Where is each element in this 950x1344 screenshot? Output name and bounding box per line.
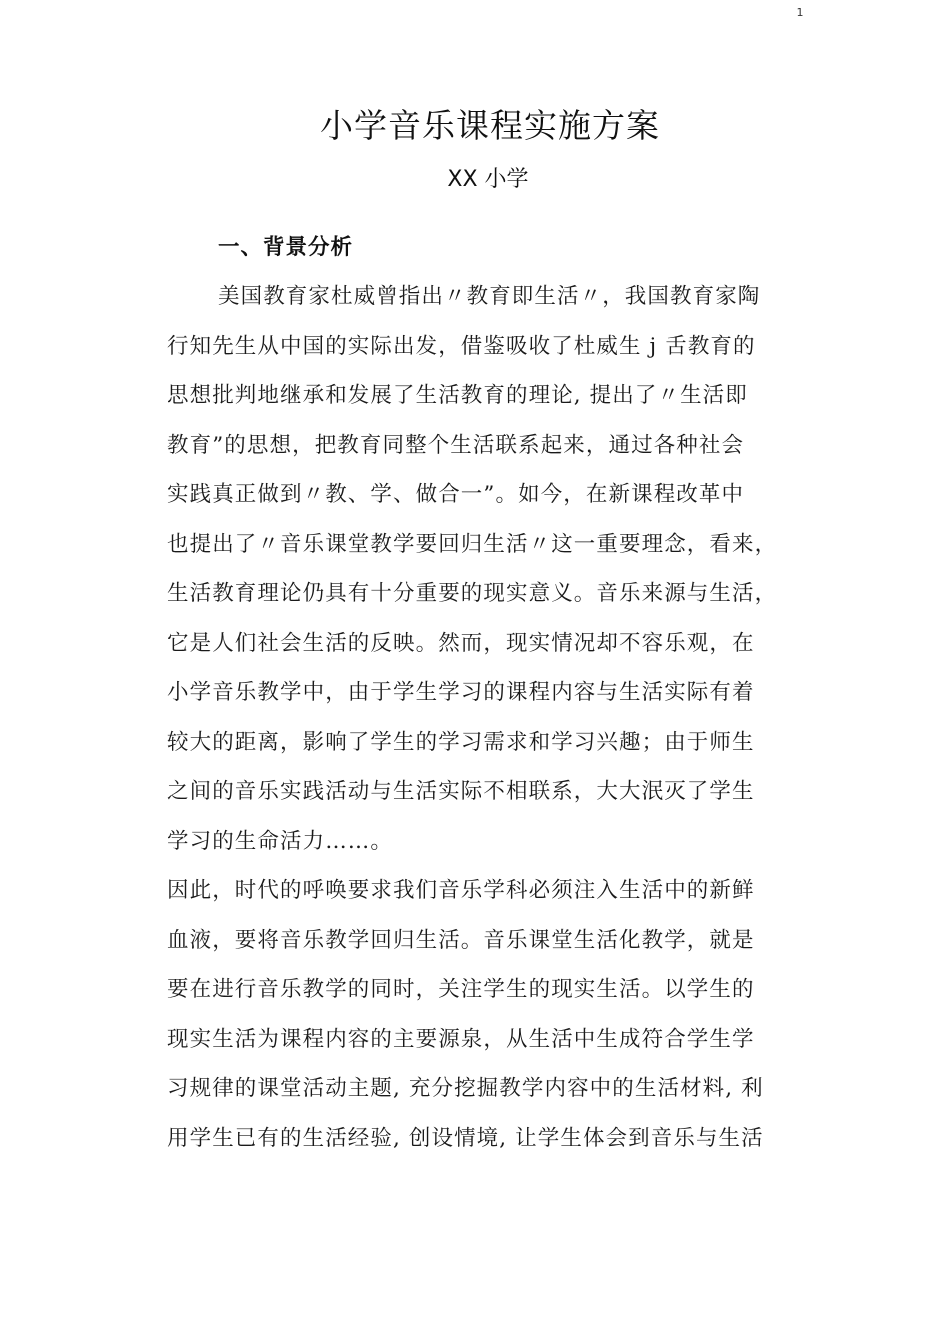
paragraph-line: 生活教育理论仍具有十分重要的现实意义。音乐来源与生活，	[167, 581, 778, 606]
paragraph-line: 小学音乐教学中，由于学生学习的课程内容与生活实际有着	[167, 680, 755, 705]
section-heading: 一、背景分析	[218, 235, 354, 260]
paragraph-line: 思想批判地继承和发展了生活教育的理论, 提出了〃生活即	[167, 383, 748, 408]
document-title: 小学音乐课程实施方案	[320, 106, 660, 145]
paragraph-line: 现实生活为课程内容的主要源泉，从生活中生成符合学生学	[167, 1026, 755, 1052]
body-text	[167, 272, 827, 1163]
paragraph-line: 之间的音乐实践活动与生活实际不相联系，大大泯灭了学生	[167, 779, 755, 804]
paragraph-line: 也提出了〃音乐课堂教学要回归生活〃这一重要理念，看来，	[167, 531, 778, 557]
paragraph-line: 教育”的思想，把教育同整个生活联系起来，通过各种社会	[167, 432, 745, 458]
document-subtitle: XX 小学	[447, 167, 529, 192]
paragraph-line: 它是人们社会生活的反映。然而，现实情况却不容乐观，在	[167, 630, 755, 656]
page-number: 1	[796, 6, 804, 19]
paragraph-line: 用学生已有的生活经验, 创设情境, 让学生体会到音乐与生活	[167, 1125, 764, 1151]
paragraph-line: 美国教育家杜威曾指出〃教育即生活〃，我国教育家陶	[218, 284, 761, 309]
paragraph-line: 血液，要将音乐教学回归生活。音乐课堂生活化教学，就是	[167, 927, 755, 953]
paragraph-line: 要在进行音乐教学的同时，关注学生的现实生活。以学生的	[167, 977, 755, 1002]
paragraph-line: 因此，时代的呼唤要求我们音乐学科必须注入生活中的新鲜	[167, 878, 755, 903]
paragraph-line: 实践真正做到〃教、学、做合一”。如今，在新课程改革中	[167, 482, 745, 507]
paragraph-line: 习规律的课堂活动主题, 充分挖掘教学内容中的生活材料, 利	[167, 1076, 764, 1101]
paragraph-line: 行知先生从中国的实际出发，借鉴吸收了杜威生 j 舌教育的	[167, 333, 756, 359]
paragraph-line: 学习的生命活力……。	[167, 828, 394, 854]
paragraph-line: 较大的距离，影响了学生的学习需求和学习兴趣；由于师生	[167, 729, 755, 755]
